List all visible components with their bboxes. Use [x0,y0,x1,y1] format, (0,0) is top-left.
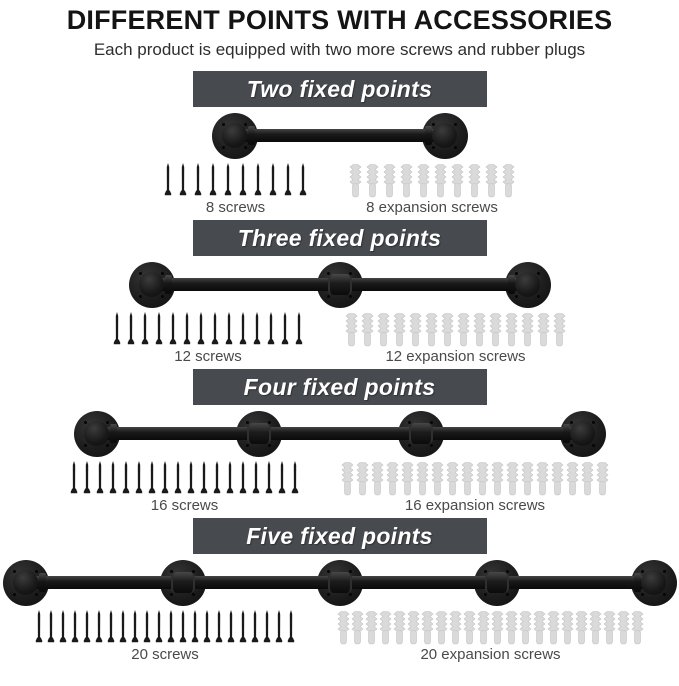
screw-icon [70,461,78,496]
flange-screw-hole [506,593,509,596]
grab-bar [129,261,551,309]
screws-count-label: 16 screws [150,497,219,514]
screw-icon [299,163,307,198]
page-subtitle: Each product is equipped with two more screws and rubber plugs [93,40,586,59]
expansion-screw-anchor-icon [505,611,518,645]
product-section [0,369,679,514]
screw-icon [141,312,149,347]
product-section [0,220,679,365]
expansion-screw-anchor-icon [434,164,447,198]
screw-icon [252,461,260,496]
expansion-screw-anchor-icon [435,611,448,645]
screws-icon-row [70,461,299,496]
expansion-screw-anchor-icon [502,164,515,198]
pipe-collar [248,126,255,145]
screw-icon [239,461,247,496]
accessories-row [0,312,679,365]
expansion-screw-anchor-icon [547,611,560,645]
pipe-collar [165,275,172,294]
screw-icon [35,610,43,645]
grab-bar [212,112,468,160]
screw-icon [295,312,303,347]
screws-count-label: 20 screws [131,646,199,663]
flange-screw-hole [592,421,595,424]
screw-icon [251,610,259,645]
screw-icon [143,610,151,645]
pipe-coupling [485,572,509,593]
pipe-collar [110,424,117,443]
expansion-screw-anchor-icon [551,462,564,496]
flange-screw-hole [432,123,435,126]
expansion-screw-anchor-icon [341,462,354,496]
flange-screw-hole [592,444,595,447]
expansion-screw-anchor-icon [361,313,374,347]
flange-screw-hole [454,123,457,126]
flange-screw-hole [454,146,457,149]
expansion-screws-icon-row [341,462,609,496]
expansion-screw-anchor-icon [371,462,384,496]
pipe-coupling [328,274,352,295]
screw-icon [225,312,233,347]
screw-icon [83,610,91,645]
expansion-screw-anchor-icon [449,611,462,645]
pipe-collar [39,573,46,592]
screw-icon [148,461,156,496]
expansion-screws-group [341,462,609,514]
expansion-screw-anchor-icon [461,462,474,496]
pipe-coupling [328,572,352,593]
screw-icon [174,461,182,496]
expansion-screw-anchor-icon [401,462,414,496]
expansion-screw-anchor-icon [476,462,489,496]
screw-icon [269,163,277,198]
pipe-collar [508,275,515,294]
pipe-elbow [432,123,457,148]
screws-count-label: 8 screws [205,199,266,216]
accessories-row [0,461,679,514]
grab-bar [3,559,677,607]
expansion-screw-anchor-icon [561,611,574,645]
expansion-screw-anchor-icon [393,313,406,347]
screw-icon [239,163,247,198]
flange-screw-hole [35,570,38,573]
screw-icon [275,610,283,645]
sections-container [0,71,679,663]
pipe-elbow [222,123,247,148]
expansion-screw-anchor-icon [536,462,549,496]
flange-screw-hole [13,593,16,596]
pipe-collar [634,573,641,592]
screw-icon [167,610,175,645]
screw-icon [83,461,91,496]
flange-screw-hole [170,593,173,596]
expansion-screws-count-label: 16 expansion screws [404,497,546,514]
expansion-screw-anchor-icon [468,164,481,198]
flange-screw-hole [663,593,666,596]
screw-icon [287,610,295,645]
screw-icon [47,610,55,645]
flange-screw-hole [84,444,87,447]
expansion-screw-anchor-icon [417,164,430,198]
expansion-screw-anchor-icon [505,313,518,347]
expansion-screw-anchor-icon [603,611,616,645]
screw-icon [96,461,104,496]
expansion-screw-anchor-icon [365,611,378,645]
screws-count-label: 12 screws [174,348,242,365]
expansion-screw-anchor-icon [596,462,609,496]
flange-screw-hole [35,593,38,596]
product-section [0,518,679,663]
pipe-elbow [515,272,540,297]
flange-screw-hole [349,295,352,298]
pipe-collar [563,424,570,443]
expansion-screw-anchor-icon [441,313,454,347]
screw-icon [278,461,286,496]
expansion-screw-anchor-icon [581,462,594,496]
expansion-screws-group [345,313,566,365]
screw-icon [239,610,247,645]
pipe-collar [425,126,432,145]
page-header [0,0,679,60]
flange-screw-hole [537,272,540,275]
screw-icon [131,610,139,645]
screw-icon [71,610,79,645]
screws-icon-row [164,163,307,198]
screw-icon [155,610,163,645]
pipe-coupling [409,423,433,444]
flange-screw-hole [430,444,433,447]
screw-icon [284,163,292,198]
screw-icon [254,163,262,198]
screw-icon [215,610,223,645]
expansion-screw-anchor-icon [491,611,504,645]
expansion-screw-anchor-icon [477,611,490,645]
flange-screw-hole [244,123,247,126]
screw-icon [95,610,103,645]
flange-screw-hole [139,295,142,298]
expansion-screw-anchor-icon [631,611,644,645]
expansion-screw-anchor-icon [521,462,534,496]
screws-icon-row [35,610,295,645]
expansion-screw-anchor-icon [349,164,362,198]
fixed-points-banner-label: Two fixed points [246,75,433,102]
pipe-coupling [171,572,195,593]
screw-icon [203,610,211,645]
expansion-screws-group [337,611,644,663]
screw-icon [227,610,235,645]
expansion-screw-anchor-icon [366,164,379,198]
expansion-screws-group [349,164,515,216]
expansion-screw-anchor-icon [491,462,504,496]
flange-screw-hole [161,272,164,275]
expansion-screw-anchor-icon [446,462,459,496]
expansion-screw-anchor-icon [485,164,498,198]
flange-screw-hole [222,146,225,149]
pipe-elbow [641,570,666,595]
screw-icon [211,312,219,347]
screws-group [70,461,299,514]
page-title: DIFFERENT POINTS WITH ACCESSORIES [66,5,613,35]
expansion-screw-anchor-icon [473,313,486,347]
expansion-screw-anchor-icon [421,611,434,645]
expansion-screw-anchor-icon [393,611,406,645]
expansion-screw-anchor-icon [407,611,420,645]
pipe-elbow [13,570,38,595]
screw-icon [164,163,172,198]
screw-icon [194,163,202,198]
expansion-screw-anchor-icon [463,611,476,645]
pipe-elbow [139,272,164,297]
expansion-screw-anchor-icon [506,462,519,496]
accessories-row [0,610,679,663]
screw-icon [239,312,247,347]
screw-icon [224,163,232,198]
flange-screw-hole [222,123,225,126]
expansion-screw-anchor-icon [409,313,422,347]
flange-screw-hole [139,272,142,275]
expansion-screw-anchor-icon [533,611,546,645]
expansion-screws-count-label: 20 expansion screws [420,646,561,663]
flange-screw-hole [246,444,249,447]
screw-icon [253,312,261,347]
screw-icon [200,461,208,496]
screw-icon [179,610,187,645]
flange-screw-hole [515,295,518,298]
flange-screw-hole [268,444,271,447]
screws-group [164,163,307,216]
fixed-points-banner [193,220,487,256]
flange-screw-hole [641,570,644,573]
flange-screw-hole [570,421,573,424]
pipe-coupling [247,423,271,444]
expansion-screw-anchor-icon [566,462,579,496]
expansion-screw-anchor-icon [617,611,630,645]
flange-screw-hole [537,295,540,298]
flange-screw-hole [408,444,411,447]
fixed-points-banner-label: Five fixed points [246,522,433,549]
accessories-row [0,163,679,216]
expansion-screws-icon-row [349,164,515,198]
expansion-screw-anchor-icon [521,313,534,347]
screw-icon [209,163,217,198]
expansion-screw-anchor-icon [345,313,358,347]
expansion-screw-anchor-icon [379,611,392,645]
pipe-elbow [84,421,109,446]
flange-screw-hole [84,421,87,424]
expansion-screw-anchor-icon [337,611,350,645]
screw-icon [161,461,169,496]
expansion-screws-count-label: 12 expansion screws [385,348,526,365]
expansion-screw-anchor-icon [416,462,429,496]
screws-icon-row [113,312,303,347]
screw-icon [183,312,191,347]
screw-icon [291,461,299,496]
expansion-screw-anchor-icon [589,611,602,645]
expansion-screw-anchor-icon [425,313,438,347]
screw-icon [265,461,273,496]
flange-screw-hole [192,593,195,596]
screw-icon [122,461,130,496]
screws-group [113,312,303,365]
screw-icon [109,461,117,496]
screw-icon [191,610,199,645]
pipe [93,427,587,440]
screw-icon [187,461,195,496]
expansion-screw-anchor-icon [537,313,550,347]
product-section [0,71,679,216]
expansion-screw-anchor-icon [575,611,588,645]
fixed-points-banner [193,71,487,107]
flange-screw-hole [13,570,16,573]
flange-screw-hole [106,444,109,447]
screw-icon [263,610,271,645]
expansion-screw-anchor-icon [400,164,413,198]
screw-icon [226,461,234,496]
screw-icon [113,312,121,347]
fixed-points-banner [193,369,487,405]
expansion-screws-icon-row [345,313,566,347]
grab-bar [74,410,606,458]
screw-icon [155,312,163,347]
expansion-screw-anchor-icon [351,611,364,645]
expansion-screw-anchor-icon [553,313,566,347]
expansion-screw-anchor-icon [519,611,532,645]
expansion-screw-anchor-icon [383,164,396,198]
screw-icon [119,610,127,645]
flange-screw-hole [484,593,487,596]
screw-icon [169,312,177,347]
fixed-points-banner [193,518,487,554]
screw-icon [281,312,289,347]
flange-screw-hole [161,295,164,298]
expansion-screws-count-label: 8 expansion screws [366,199,498,216]
flange-screw-hole [327,593,330,596]
expansion-screw-anchor-icon [451,164,464,198]
flange-screw-hole [515,272,518,275]
expansion-screws-icon-row [337,611,644,645]
pipe-elbow [570,421,595,446]
pipe [231,129,449,142]
expansion-screw-anchor-icon [431,462,444,496]
flange-screw-hole [349,593,352,596]
screw-icon [179,163,187,198]
fixed-points-banner-label: Four fixed points [243,373,436,400]
flange-screw-hole [244,146,247,149]
screw-icon [197,312,205,347]
screw-icon [107,610,115,645]
screw-icon [135,461,143,496]
flange-screw-hole [327,295,330,298]
expansion-screw-anchor-icon [377,313,390,347]
expansion-screw-anchor-icon [356,462,369,496]
flange-screw-hole [106,421,109,424]
screw-icon [59,610,67,645]
screw-icon [267,312,275,347]
screws-group [35,610,295,663]
screw-icon [213,461,221,496]
flange-screw-hole [641,593,644,596]
flange-screw-hole [432,146,435,149]
fixed-points-banner-label: Three fixed points [237,224,442,251]
expansion-screw-anchor-icon [489,313,502,347]
expansion-screw-anchor-icon [386,462,399,496]
flange-screw-hole [663,570,666,573]
expansion-screw-anchor-icon [457,313,470,347]
screw-icon [127,312,135,347]
flange-screw-hole [570,444,573,447]
